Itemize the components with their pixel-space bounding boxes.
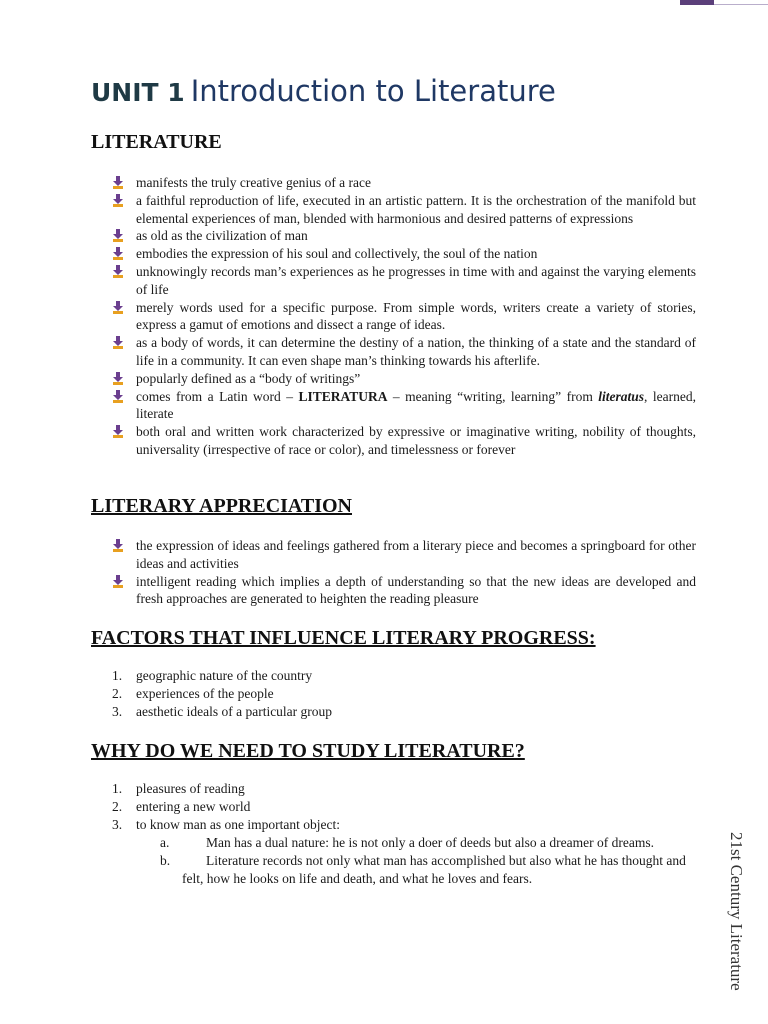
unit-label: UNIT 1 — [91, 78, 185, 107]
arrow-down-bullet-icon — [112, 265, 124, 278]
list-item: manifests the truly creative genius of a race — [112, 174, 696, 192]
list-item: as old as the civilization of man — [112, 227, 696, 245]
list-item: 2. experiences of the people — [112, 686, 274, 701]
corner-accent-line — [714, 4, 768, 5]
literature-heading: LITERATURE — [91, 131, 222, 153]
latin-root-word: literatus — [598, 388, 645, 404]
list-item: 3. aesthetic ideals of a particular group — [112, 704, 333, 719]
corner-accent-tab — [680, 0, 714, 5]
list-item: as a body of words, it can determine the destiny of a nation, the thinking of a state and the standard of life in a community. It can even shape man’s thinking towards his afterlife. — [112, 334, 696, 370]
factors-list — [112, 667, 696, 721]
arrow-down-bullet-icon — [112, 176, 124, 189]
list-item: 3. to know man as one important object: a. Man has a dual nature: he is not only a doer of deeds but also a dreamer of dreams. b. Literature records not only what man has accomplished but also what he has thought and felt, how he looks on life and death, and what he loves and fears. — [112, 816, 696, 888]
arrow-down-bullet-icon — [112, 575, 124, 588]
unit-name: Introduction to Literature — [190, 74, 556, 108]
arrow-down-bullet-icon — [112, 336, 124, 349]
arrow-down-bullet-icon — [112, 194, 124, 207]
list-item-latin-origin: comes from a Latin word – LITERATURA – meaning “writing, learning” from literatus, learned, literate — [112, 388, 696, 424]
appreciation-list — [112, 537, 696, 608]
literature-list — [112, 174, 696, 459]
side-course-label: 21st Century Literature — [727, 832, 746, 991]
arrow-down-bullet-icon — [112, 425, 124, 438]
list-item: popularly defined as a “body of writings” — [112, 370, 696, 388]
arrow-down-bullet-icon — [112, 229, 124, 242]
list-item: embodies the expression of his soul and collectively, the soul of the nation — [112, 245, 696, 263]
list-item: unknowingly records man’s experiences as he progresses in time with and against the varying elements of life — [112, 263, 696, 299]
arrow-down-bullet-icon — [112, 247, 124, 260]
why-sublist — [136, 834, 696, 888]
arrow-down-bullet-icon — [112, 372, 124, 385]
arrow-down-bullet-icon — [112, 539, 124, 552]
list-item: 1. pleasures of reading — [112, 781, 245, 796]
why-list — [112, 780, 696, 888]
sub-list-item: a. Man has a dual nature: he is not only a doer of deeds but also a dreamer of dreams. — [160, 835, 654, 850]
sub-list-item: b. Literature records not only what man has accomplished but also what he has thought and felt, how he looks on life and death, and what he loves and fears. — [160, 853, 686, 886]
why-heading: WHY DO WE NEED TO STUDY LITERATURE? — [91, 740, 525, 762]
arrow-down-bullet-icon — [112, 301, 124, 314]
list-item: 1. geographic nature of the country — [112, 668, 313, 683]
list-item: the expression of ideas and feelings gathered from a literary piece and becomes a springboard for other ideas and activities — [112, 537, 696, 573]
latin-word: LITERATURA — [298, 388, 388, 404]
arrow-down-bullet-icon — [112, 390, 124, 403]
list-item: both oral and written work characterized by expressive or imaginative writing, nobility of thoughts, universality (irrespective of race or color), and timelessness or forever — [112, 423, 696, 459]
factors-heading: FACTORS THAT INFLUENCE LITERARY PROGRESS: — [91, 627, 596, 649]
list-item: intelligent reading which implies a depth of understanding so that the new ideas are developed and fresh approaches are generated to heighten the reading pleasure — [112, 573, 696, 609]
list-item: merely words used for a specific purpose. From simple words, writers create a variety of stories, express a gamut of emotions and dissect a range of ideas. — [112, 299, 696, 335]
list-item: a faithful reproduction of life, executed in an artistic pattern. It is the orchestration of the manifold but elemental experiences of man, blended with harmonious and desired patterns of expressions — [112, 192, 696, 228]
appreciation-heading: LITERARY APPRECIATION — [91, 495, 352, 517]
page-title — [91, 72, 556, 109]
list-item: 2. entering a new world — [112, 799, 251, 814]
